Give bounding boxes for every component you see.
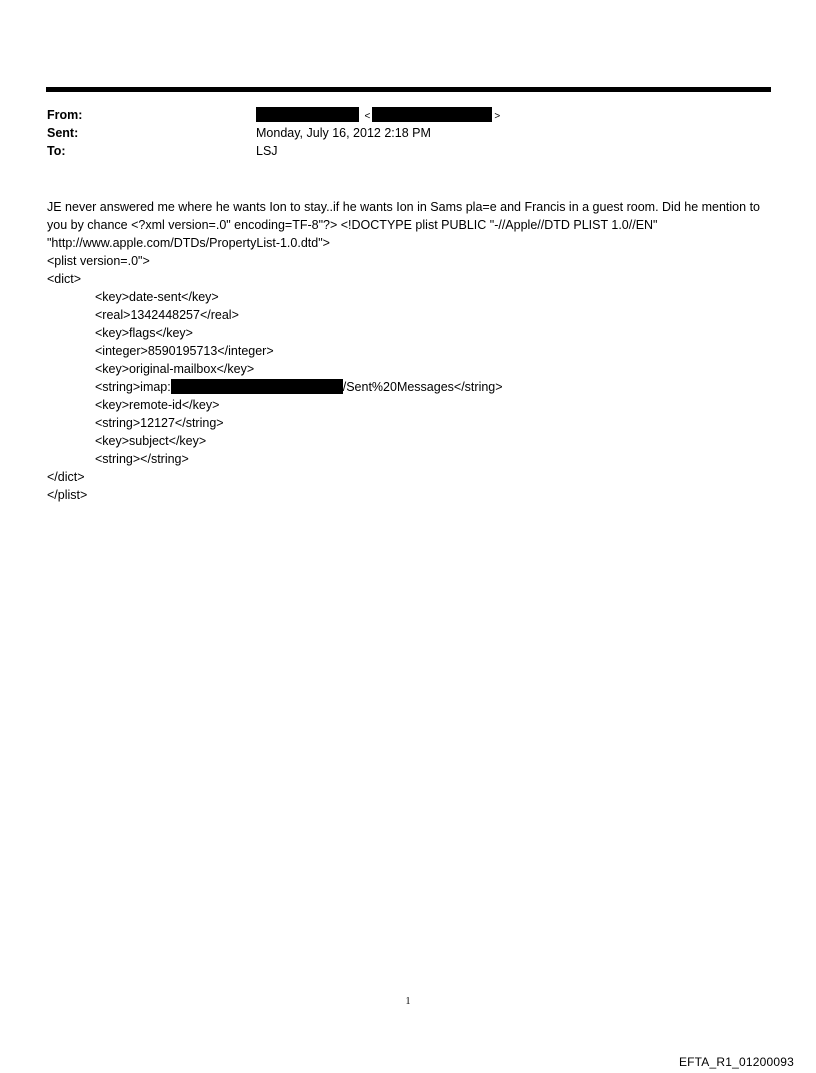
sender-email-redaction (372, 107, 492, 122)
from-close-bracket: > (494, 111, 501, 122)
imap-suffix: /Sent%20Messages</string> (342, 380, 503, 394)
dict-close: </dict> (47, 470, 85, 484)
to-value: LSJ (256, 144, 278, 158)
plist-line: <key>subject</key> (95, 434, 207, 448)
from-open-bracket: < (364, 111, 371, 122)
sent-value: Monday, July 16, 2012 2:18 PM (256, 126, 431, 140)
imap-line (47, 378, 772, 396)
from-label: From: (47, 108, 83, 122)
page-number: 1 (405, 996, 411, 1007)
imap-prefix: <string>imap: (95, 380, 171, 394)
plist-line: <key>date-sent</key> (95, 290, 219, 304)
plist-open: <plist version=.0"> (47, 254, 150, 268)
header-rule (46, 87, 771, 92)
bates-number: EFTA_R1_01200093 (678, 1055, 794, 1069)
from-value (256, 106, 502, 126)
sender-name-redaction (256, 107, 359, 122)
body-intro: JE never answered me where he wants Ion to stay..if he wants Ion in Sams pla=e and Francis in a guest room. Did he mention to you by chance <?xml version=.0" encoding=TF-8"?> <!DOCTYPE plist PUBLIC "-//Apple//DTD PLIST 1.0//EN" "http://www.apple.com/DTDs/PropertyList-1.0.dtd"> (47, 200, 760, 250)
email-body (47, 198, 772, 504)
plist-close: </plist> (47, 488, 88, 502)
plist-line: <real>1342448257</real> (95, 308, 239, 322)
plist-line: <string>12127</string> (95, 416, 224, 430)
plist-line: <integer>8590195713</integer> (95, 344, 274, 358)
to-label: To: (47, 144, 66, 158)
plist-line: <key>original-mailbox</key> (95, 362, 255, 376)
sent-label: Sent: (47, 126, 79, 140)
plist-line: <string></string> (95, 452, 189, 466)
plist-line: <key>flags</key> (95, 326, 193, 340)
dict-open: <dict> (47, 272, 82, 286)
plist-line: <key>remote-id</key> (95, 398, 220, 412)
mailbox-redaction (171, 379, 343, 394)
